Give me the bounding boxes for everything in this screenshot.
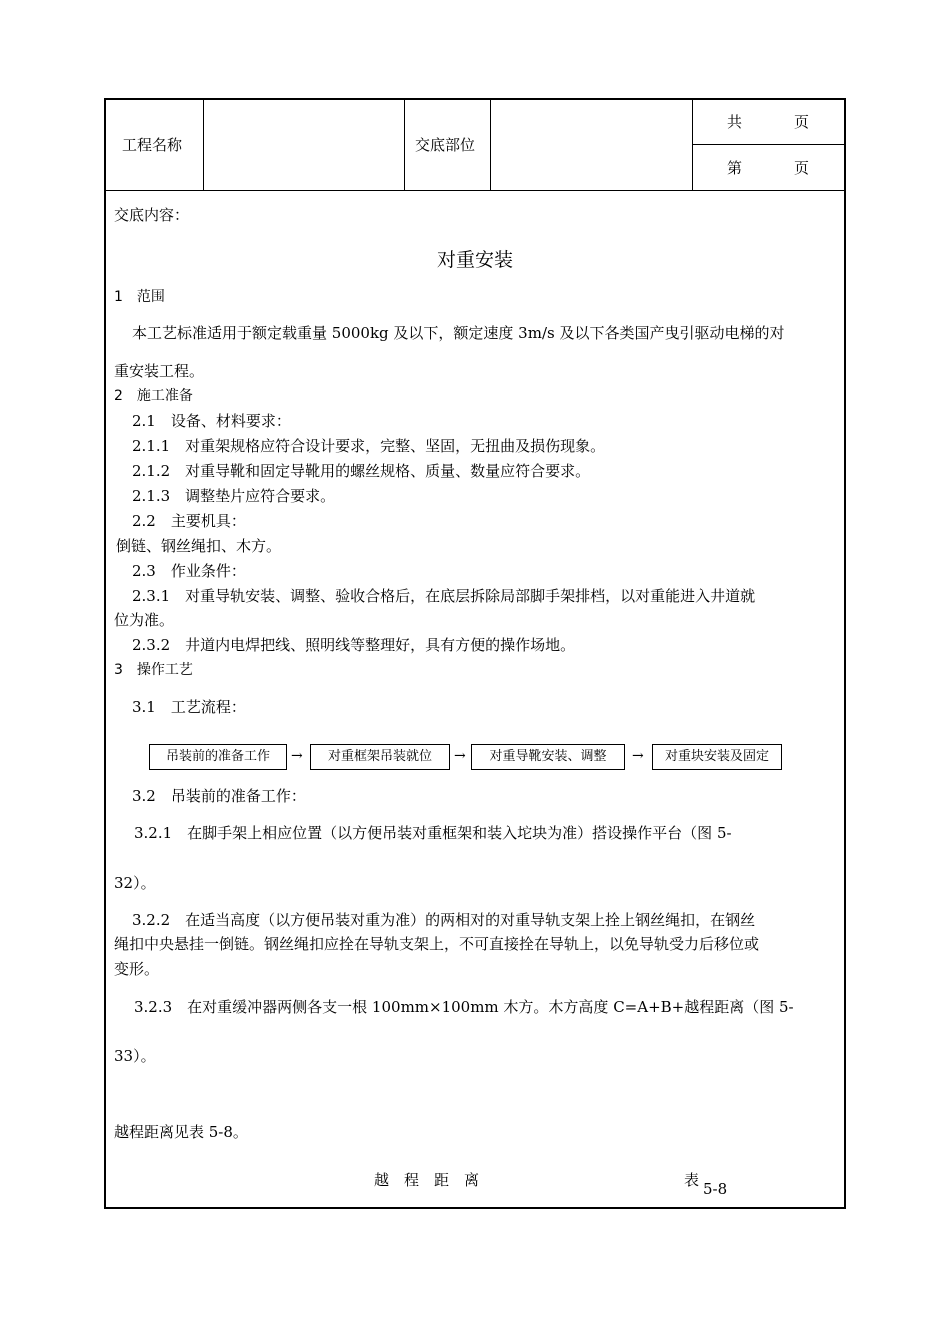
section-3-heading: 3 操作工艺 (114, 662, 193, 678)
section-1-paragraph-line2: 重安装工程。 (114, 362, 205, 380)
section-2-1: 2.1 设备、材料要求： (132, 412, 291, 430)
section-3-2-2-line1: 3.2.2 在适当高度（以方便吊装对重为准）的两相对的对重导轨支架上拴上钢丝绳扣，在钢丝 (132, 911, 756, 929)
disclosure-part-value[interactable] (500, 136, 684, 154)
page-no-char2: 页 (794, 159, 810, 177)
disclosure-part-label: 交底部位 (415, 136, 476, 154)
section-2-1-2: 2.1.2 对重导靴和固定导靴用的螺丝规格、质量、数量应符合要求。 (132, 462, 591, 480)
total-pages-char1: 共 (727, 113, 743, 131)
header-col-line-4 (692, 99, 693, 191)
section-2-2-text: 倒链、钢丝绳扣、木方。 (116, 537, 282, 555)
overtravel-note: 越程距离见表 5-8。 (114, 1123, 248, 1141)
section-1-paragraph-line1: 本工艺标准适用于额定载重量 5000kg 及以下，额定速度 3m/s 及以下各类国产曳引驱动电梯的对 (132, 324, 785, 342)
section-1-heading: 1 范围 (114, 289, 165, 305)
flow-step-4: 对重块安装及固定 (652, 744, 782, 770)
section-2-3-1-line1: 2.3.1 对重导轨安装、调整、验收合格后，在底层拆除局部脚手架排档，以对重能进入井道就 (132, 587, 756, 605)
section-3-2: 3.2 吊装前的准备工作： (132, 787, 306, 805)
section-3-2-1-line2: 32）。 (114, 874, 156, 892)
section-3-2-2-line2: 绳扣中央悬挂一倒链。钢丝绳扣应拴在导轨支架上，不可直接拴在导轨上，以免导轨受力后移位或 (114, 935, 760, 953)
header-page-divider (692, 144, 845, 145)
section-2-3-2: 2.3.2 井道内电焊把线、照明线等整理好，具有方便的操作场地。 (132, 636, 576, 654)
section-2-1-3: 2.1.3 调整垫片应符合要求。 (132, 487, 336, 505)
header-col-line-3 (490, 99, 491, 191)
flow-step-2: 对重框架吊装就位 (310, 744, 450, 770)
flow-arrow-2: → (454, 748, 466, 764)
section-2-1-1: 2.1.1 对重架规格应符合设计要求，完整、坚固，无扭曲及损伤现象。 (132, 437, 606, 455)
section-3-2-1-line1: 3.2.1 在脚手架上相应位置（以方便吊装对重框架和装入坨块为准）搭设操作平台（图 5- (134, 824, 732, 842)
flow-arrow-3: → (632, 748, 644, 764)
section-2-2: 2.2 主要机具： (132, 512, 246, 530)
project-name-value[interactable] (212, 136, 396, 154)
section-2-3: 2.3 作业条件： (132, 562, 246, 580)
section-3-1: 3.1 工艺流程： (132, 698, 246, 716)
intro-label: 交底内容： (114, 206, 190, 224)
section-2-heading: 2 施工准备 (114, 388, 193, 404)
page-no-char1: 第 (727, 159, 743, 177)
section-2-3-1-line2: 位为准。 (114, 611, 175, 629)
section-3-2-3-line1: 3.2.3 在对重缓冲器两侧各支一根 100mm×100mm 木方。木方高度 C=A+B+越程距离（图 5- (134, 998, 794, 1016)
flow-step-3: 对重导靴安装、调整 (471, 744, 625, 770)
project-name-label: 工程名称 (122, 136, 183, 154)
table-caption: 越 程 距 离 (374, 1171, 480, 1189)
table-number: 5-8 (703, 1180, 728, 1198)
header-col-line-2 (404, 99, 405, 191)
section-3-2-2-line3: 变形。 (114, 960, 160, 978)
total-pages-char2: 页 (794, 113, 810, 131)
document-title: 对重安装 (436, 249, 513, 271)
header-bottom-line (105, 190, 845, 191)
table-label: 表 (684, 1171, 700, 1189)
section-3-2-3-line2: 33）。 (114, 1047, 156, 1065)
flow-arrow-1: → (291, 748, 303, 764)
flow-step-1: 吊装前的准备工作 (149, 744, 287, 770)
header-col-line-1 (203, 99, 204, 191)
